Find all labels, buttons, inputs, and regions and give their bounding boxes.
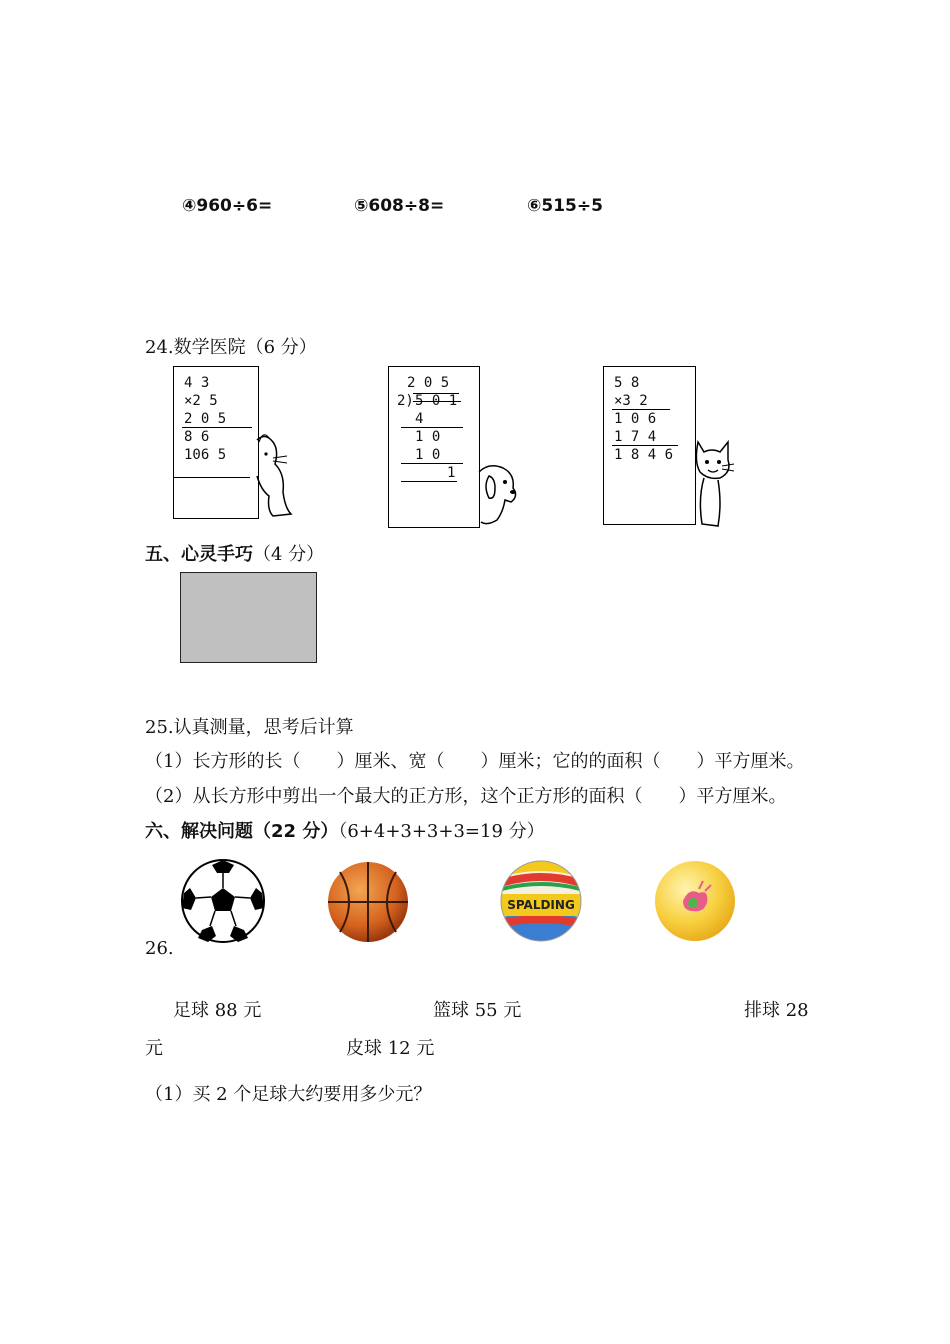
box2-rule-1 [401, 427, 463, 428]
section6-score: （6+4+3+3+3=19 分） [338, 821, 545, 842]
price-volleyball-a: 排球 28 [744, 1000, 809, 1021]
measure-rectangle [180, 572, 317, 663]
box2-line5: 1 0 [415, 447, 441, 463]
q26-number: 26. [145, 938, 174, 959]
q24-title: 24.数学医院（6 分） [145, 337, 317, 358]
box3-rule-2 [612, 445, 678, 446]
section5-score: （4 分） [253, 544, 325, 565]
box2-line1: 2 0 5 [407, 375, 450, 391]
soccer-ball-icon [180, 858, 266, 944]
box2-line3: 4 [415, 411, 424, 427]
price-volleyball-b: 元 [145, 1038, 163, 1059]
box2-divisor: 2) [397, 393, 414, 409]
price-rubber: 皮球 12 元 [346, 1038, 435, 1059]
calc-q5: ⑤608÷8= [354, 196, 445, 216]
box1-line1: 4 3 [184, 375, 210, 391]
section6-title: 六、解决问题（22 分） [145, 821, 339, 842]
price-soccer: 足球 88 元 [173, 1000, 262, 1021]
box1-line2: ×2 5 [184, 393, 218, 409]
box3-rule-1 [612, 409, 670, 410]
q26-sub1: （1）买 2 个足球大约要用多少元？ [145, 1084, 432, 1105]
box3-line4: 1 7 4 [614, 429, 657, 445]
box2-line4: 1 0 [415, 429, 441, 445]
box3-line3: 1 0 6 [614, 411, 657, 427]
section6-heading [145, 817, 545, 843]
q25-line2: （2）从长方形中剪出一个最大的正方形，这个正方形的面积（ ）平方厘米。 [145, 786, 787, 807]
box2-rule-3 [401, 481, 457, 482]
box1-rule-1 [182, 427, 252, 428]
price-basketball: 篮球 55 元 [433, 1000, 522, 1021]
q25-title: 25.认真测量，思考后计算 [145, 717, 354, 738]
box2-strike [413, 401, 461, 402]
box3-line1: 5 8 [614, 375, 640, 391]
doctor-box-1 [173, 366, 259, 519]
q25-line1: （1）长方形的长（ ）厘米、宽（ ）厘米；它的的面积（ ）平方厘米。 [145, 751, 805, 772]
calc-q4: ④960÷6= [182, 196, 273, 216]
box2-bracket-top [413, 393, 459, 394]
doctor-box-3 [603, 366, 696, 525]
box2-line6: 1 [447, 465, 456, 481]
volleyball-icon [498, 858, 584, 944]
box3-line2: ×3 2 [614, 393, 648, 409]
section5-heading [145, 540, 324, 566]
box1-rule-2 [174, 477, 250, 478]
box2-rule-2 [401, 463, 463, 464]
volleyball-brand-text: SPALDING [507, 898, 575, 912]
box1-line3: 2 0 5 [184, 411, 227, 427]
rabbit-icon [255, 430, 297, 520]
rubber-ball-icon [653, 859, 737, 943]
cat-icon [692, 438, 736, 530]
basketball-icon [326, 860, 410, 944]
box2-dividend: 5 0 1 [415, 393, 458, 409]
box1-line5: 106 5 [184, 447, 227, 463]
section5-title: 五、心灵手巧 [145, 544, 253, 565]
box1-line4: 8 6 [184, 429, 210, 445]
dog-icon [475, 462, 521, 528]
calc-q6: ⑥515÷5 [527, 196, 603, 216]
box3-line5: 1 8 4 6 [614, 447, 674, 463]
doctor-box-2 [388, 366, 480, 528]
